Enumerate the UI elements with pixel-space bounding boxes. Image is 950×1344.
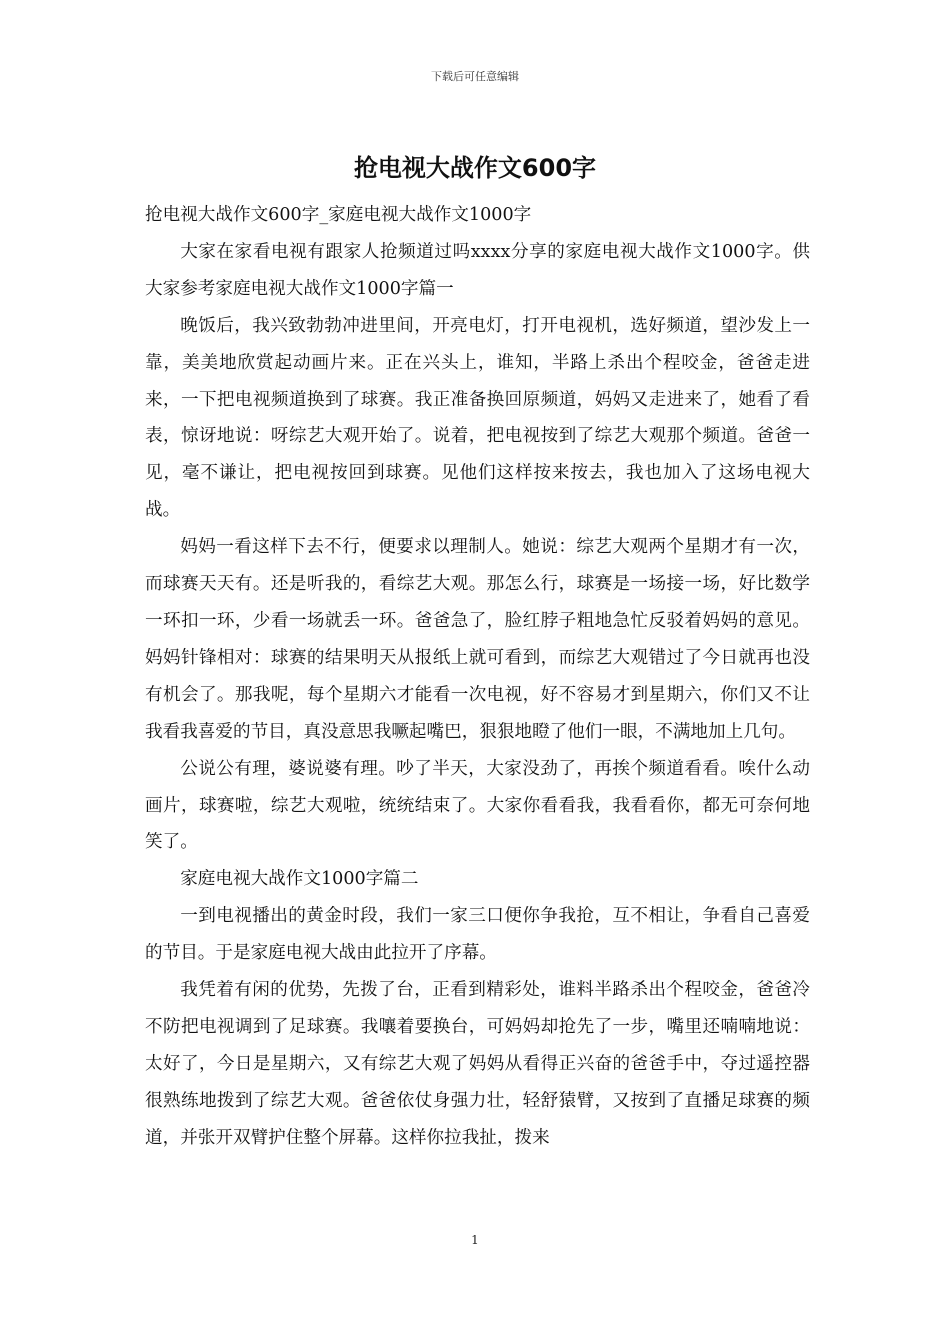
paragraph-golden-time: 一到电视播出的黄金时段，我们一家三口便你争我抢，互不相让，争看自己喜爱的节目。于是家庭电视大战由此拉开了序幕。 bbox=[145, 906, 810, 964]
paragraph-mom-argument: 妈妈一看这样下去不行，便要求以理制人。她说：综艺大观两个星期才有一次，而球赛天天有。还是听我的，看综艺大观。那怎么行，球赛是一场接一场，好比数学一环扣一环，少看一场就丢一环。爸爸急了，脸红脖子粗地急忙反驳着妈妈的意见。妈妈针锋相对：球赛的结果明天从报纸上就可看到，而综艺大观错过了今日就再也没有机会了。那我呢，每个星期六才能看一次电视，好不容易才到星期六，你们又不让我看我喜爱的节目，真没意思我噘起嘴巴，狠狠地瞪了他们一眼，不满地加上几句。 bbox=[145, 537, 810, 742]
paragraph-intro: 大家在家看电视有跟家人抢频道过吗xxxx分享的家庭电视大战作文1000字。供大家参考家庭电视大战作文1000字篇一 bbox=[145, 241, 810, 299]
page-number: 1 bbox=[471, 1233, 479, 1247]
document-body bbox=[145, 197, 810, 1157]
header-note: 下载后可任意编辑 bbox=[431, 70, 519, 83]
document-subtitle: 抢电视大战作文600字_家庭电视大战作文1000字 bbox=[145, 205, 532, 225]
paragraph-ending: 公说公有理，婆说婆有理。吵了半天，大家没劲了，再挨个频道看看。唉什么动画片，球赛啦，综艺大观啦，统统结束了。大家你看看我，我看看你，都无可奈何地笑了。 bbox=[145, 758, 810, 853]
section-heading-part-two: 家庭电视大战作文1000字篇二 bbox=[180, 869, 419, 890]
document-title: 抢电视大战作文600字 bbox=[353, 154, 597, 182]
paragraph-remote-fight: 我凭着有闲的优势，先拨了台，正看到精彩处，谁料半路杀出个程咬金，爸爸冷不防把电视调到了足球赛。我嚷着要换台，可妈妈却抢先了一步，嘴里还喃喃地说：太好了，今日是星期六，又有综艺大观了妈妈从看得正兴奋的爸爸手中，夺过遥控器很熟练地拨到了综艺大观。爸爸依仗身强力壮，轻舒猿臂，又按到了直播足球赛的频道，并张开双臂护住整个屏幕。这样你拉我扯，拨来 bbox=[145, 980, 810, 1148]
paragraph-dinner: 晚饭后，我兴致勃勃冲进里间，开亮电灯，打开电视机，选好频道，望沙发上一靠，美美地欣赏起动画片来。正在兴头上，谁知，半路上杀出个程咬金，爸爸走进来，一下把电视频道换到了球赛。我正准备换回原频道，妈妈又走进来了，她看了看表，惊讶地说：呀综艺大观开始了。说着，把电视按到了综艺大观那个频道。爸爸一见，毫不谦让，把电视按回到球赛。见他们这样按来按去，我也加入了这场电视大战。 bbox=[145, 315, 810, 521]
